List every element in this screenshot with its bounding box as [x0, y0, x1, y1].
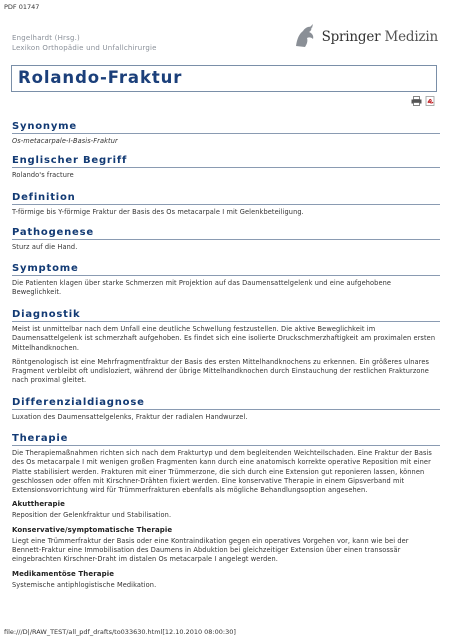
subheading-konservative-therapie: Konservative/symptomatische Therapie: [12, 525, 173, 534]
section-heading: Definition: [12, 192, 440, 205]
section-text: Sturz auf die Hand.: [12, 243, 78, 251]
springer-logo: [290, 22, 438, 52]
section-therapie: [12, 433, 440, 590]
section-heading: Synonyme: [12, 121, 440, 134]
section-diagnostik: [12, 309, 440, 391]
springer-horse-icon: [290, 22, 320, 52]
editor-block: [12, 33, 157, 53]
akuttherapie-text: Reposition der Gelenkfraktur und Stabilisation.: [12, 511, 172, 520]
section-definition: [12, 192, 440, 217]
diagnostik-paragraph-1: Meist ist unmittelbar nach dem Unfall eine deutliche Schwellung festzustellen. Die aktive Beweglichkeit im Daumensattelgelenk ist schmerzhaft aufgehoben. Es findet sich eine isolierte Druckschmerzhaftigkeit am proximalen ersten Mittelhandknochen.: [12, 325, 436, 352]
subheading-medikamentoese-therapie: Medikamentöse Therapie: [12, 569, 115, 578]
toolbar: [411, 96, 436, 106]
pdf-icon[interactable]: [425, 96, 436, 106]
section-englischer-begriff: [12, 155, 440, 180]
section-pathogenese: [12, 227, 440, 252]
section-text: Rolando's fracture: [12, 171, 74, 179]
section-heading: Pathogenese: [12, 227, 440, 240]
book-title: Lexikon Orthopädie und Unfallchirurgie: [12, 44, 157, 52]
section-synonyme: [12, 121, 440, 146]
publisher-name-b: Medizin: [384, 29, 438, 45]
konservative-therapie-text: Liegt eine Trümmerfraktur der Basis oder eine Kontraindikation gegen ein operatives Vorgehen vor, kann wie bei der Bennett-Fraktur eine Immobilisation des Daumens in Abduktion bei gleichzeitiger Extension über einen transossär eingebrachten Kirschner-Draht im distalen Os metacarpale I angelegt werden.: [12, 536, 409, 564]
section-text: [12, 325, 440, 386]
therapie-intro: Die Therapiemaßnahmen richten sich nach dem Frakturtyp und dem begleitenden Weichteilschaden. Eine Fraktur der Basis des Os metacarpale I mit wenigen großen Fragmenten kann durch eine anatomisch korrekte operative Reposition mit einer Platte stabilisiert werden. Frakturen mit einer Trümmerzone, die sich durch eine Extension gut reponieren lassen, können geschlossen oder offen mit Kirschner-Drähten fixiert werden. Eine konservative Therapie in einem Gipsverband mit Extensionsvorrichtung wird für Trümmerfrakturen ebenfalls als mögliche Behandlungsoption angesehen.: [12, 449, 432, 495]
section-text: Die Patienten klagen über starke Schmerzen mit Projektion auf das Daumensattelgelenk und eine aufgehobene Beweglichkeit.: [12, 279, 392, 297]
section-text: T-förmige bis Y-förmige Fraktur der Basis des Os metacarpale I mit Gelenkbeteiligung.: [12, 208, 304, 216]
footer-path: file:///D|/RAW_TEST/all_pdf_drafts/to033630.html[12.10.2010 08:00:30]: [4, 628, 236, 636]
pdf-id: PDF 01747: [4, 3, 40, 11]
medikamentoese-therapie-text: Systemische antiphlogistische Medikation.: [12, 580, 157, 589]
section-text: Os-metacarpale-I-Basis-Fraktur: [12, 137, 118, 145]
diagnostik-paragraph-2: Röntgenologisch ist eine Mehrfragmentfraktur der Basis des ersten Mittelhandknochens zu erkennen. Ein größeres ulnares Fragment verbleibt oft undisloziert, während der übrige Mittelhandknochen durch Einstauchung der restlichen Frakturzone nach proximal gleitet.: [12, 357, 430, 385]
section-text: Luxation des Daumensattelgelenks, Fraktur der radialen Handwurzel.: [12, 413, 248, 421]
section-heading: Symptome: [12, 263, 440, 276]
section-differenzialdiagnose: [12, 397, 440, 422]
section-symptome: [12, 263, 440, 298]
subheading-akuttherapie: Akuttherapie: [12, 500, 66, 509]
section-heading: Differenzialdiagnose: [12, 397, 440, 410]
article-title-box: [11, 65, 437, 92]
section-heading: Therapie: [12, 433, 440, 446]
section-heading: Diagnostik: [12, 309, 440, 322]
publisher-name-a: Springer: [321, 29, 381, 45]
article-title: Rolando-Fraktur: [18, 68, 183, 87]
print-icon[interactable]: [411, 96, 422, 106]
editor-line: Engelhardt (Hrsg.): [12, 34, 80, 42]
section-text: [12, 449, 440, 495]
section-heading: Englischer Begriff: [12, 155, 440, 168]
